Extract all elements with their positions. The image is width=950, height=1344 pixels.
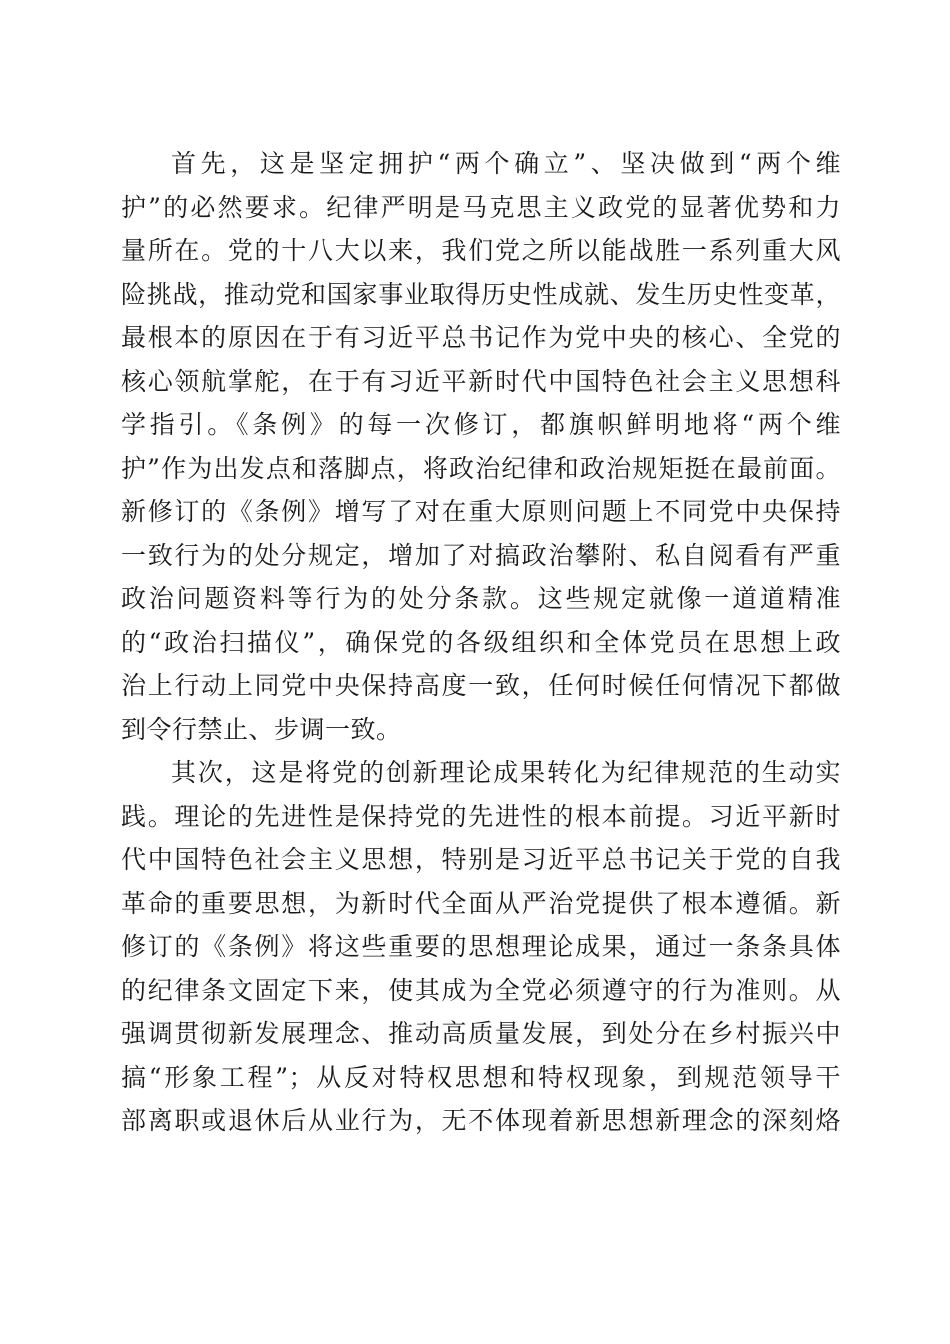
text-line: 其次，这是将党的创新理论成果转化为纪律规范的生动实 — [171, 758, 841, 787]
paragraph-1 — [121, 142, 841, 751]
text-line: 首先，这是坚定拥护“两个确立”、坚决做到“两个维 — [171, 149, 841, 178]
text-line: 护”的必然要求。纪律严明是马克思主义政党的显著优势和力 — [121, 192, 841, 222]
text-line: 最根本的原因在于有习近平总书记作为党中央的核心、全党的 — [121, 323, 841, 352]
text-line: 政治问题资料等行为的处分条款。这些规定就像一道道精准 — [121, 584, 841, 613]
body-text — [121, 142, 841, 1143]
text-line: 到令行禁止、步调一致。 — [121, 714, 402, 744]
text-line: 搞“形象工程”；从反对特权思想和特权现象，到规范领导干 — [121, 1062, 841, 1092]
text-line: 革命的重要思想，为新时代全面从严治党提供了根本遵循。新 — [121, 888, 841, 918]
text-line: 部离职或退休后从业行为，无不体现着新思想新理念的深刻烙 — [121, 1106, 841, 1135]
text-line: 险挑战，推动党和国家事业取得历史性成就、发生历史性变革， — [121, 279, 841, 309]
text-line: 量所在。党的十八大以来，我们党之所以能战胜一系列重大风 — [121, 236, 841, 265]
text-line: 治上行动上同党中央保持高度一致，任何时候任何情况下都做 — [121, 671, 841, 700]
text-line: 强调贯彻新发展理念、推动高质量发展，到处分在乡村振兴中 — [121, 1019, 841, 1048]
text-line: 核心领航掌舵，在于有习近平新时代中国特色社会主义思想科 — [121, 366, 841, 396]
text-line: 的纪律条文固定下来，使其成为全党必须遵守的行为准则。从 — [121, 975, 841, 1005]
text-line: 的“政治扫描仪”，确保党的各级组织和全体党员在思想上政 — [121, 627, 841, 657]
paragraph-2 — [121, 751, 841, 1143]
text-line: 代中国特色社会主义思想，特别是习近平总书记关于党的自我 — [121, 845, 841, 874]
text-line: 修订的《条例》将这些重要的思想理论成果，通过一条条具体 — [121, 932, 841, 961]
text-line: 护”作为出发点和落脚点，将政治纪律和政治规矩挺在最前面。 — [121, 453, 841, 483]
text-line: 践。理论的先进性是保持党的先进性的根本前提。习近平新时 — [121, 801, 841, 831]
text-line: 一致行为的处分规定，增加了对搞政治攀附、私自阅看有严重 — [121, 540, 841, 570]
text-line: 学指引。《条例》的每一次修订，都旗帜鲜明地将“两个维 — [121, 410, 841, 439]
text-line: 新修订的《条例》增写了对在重大原则问题上不同党中央保持 — [121, 497, 841, 526]
